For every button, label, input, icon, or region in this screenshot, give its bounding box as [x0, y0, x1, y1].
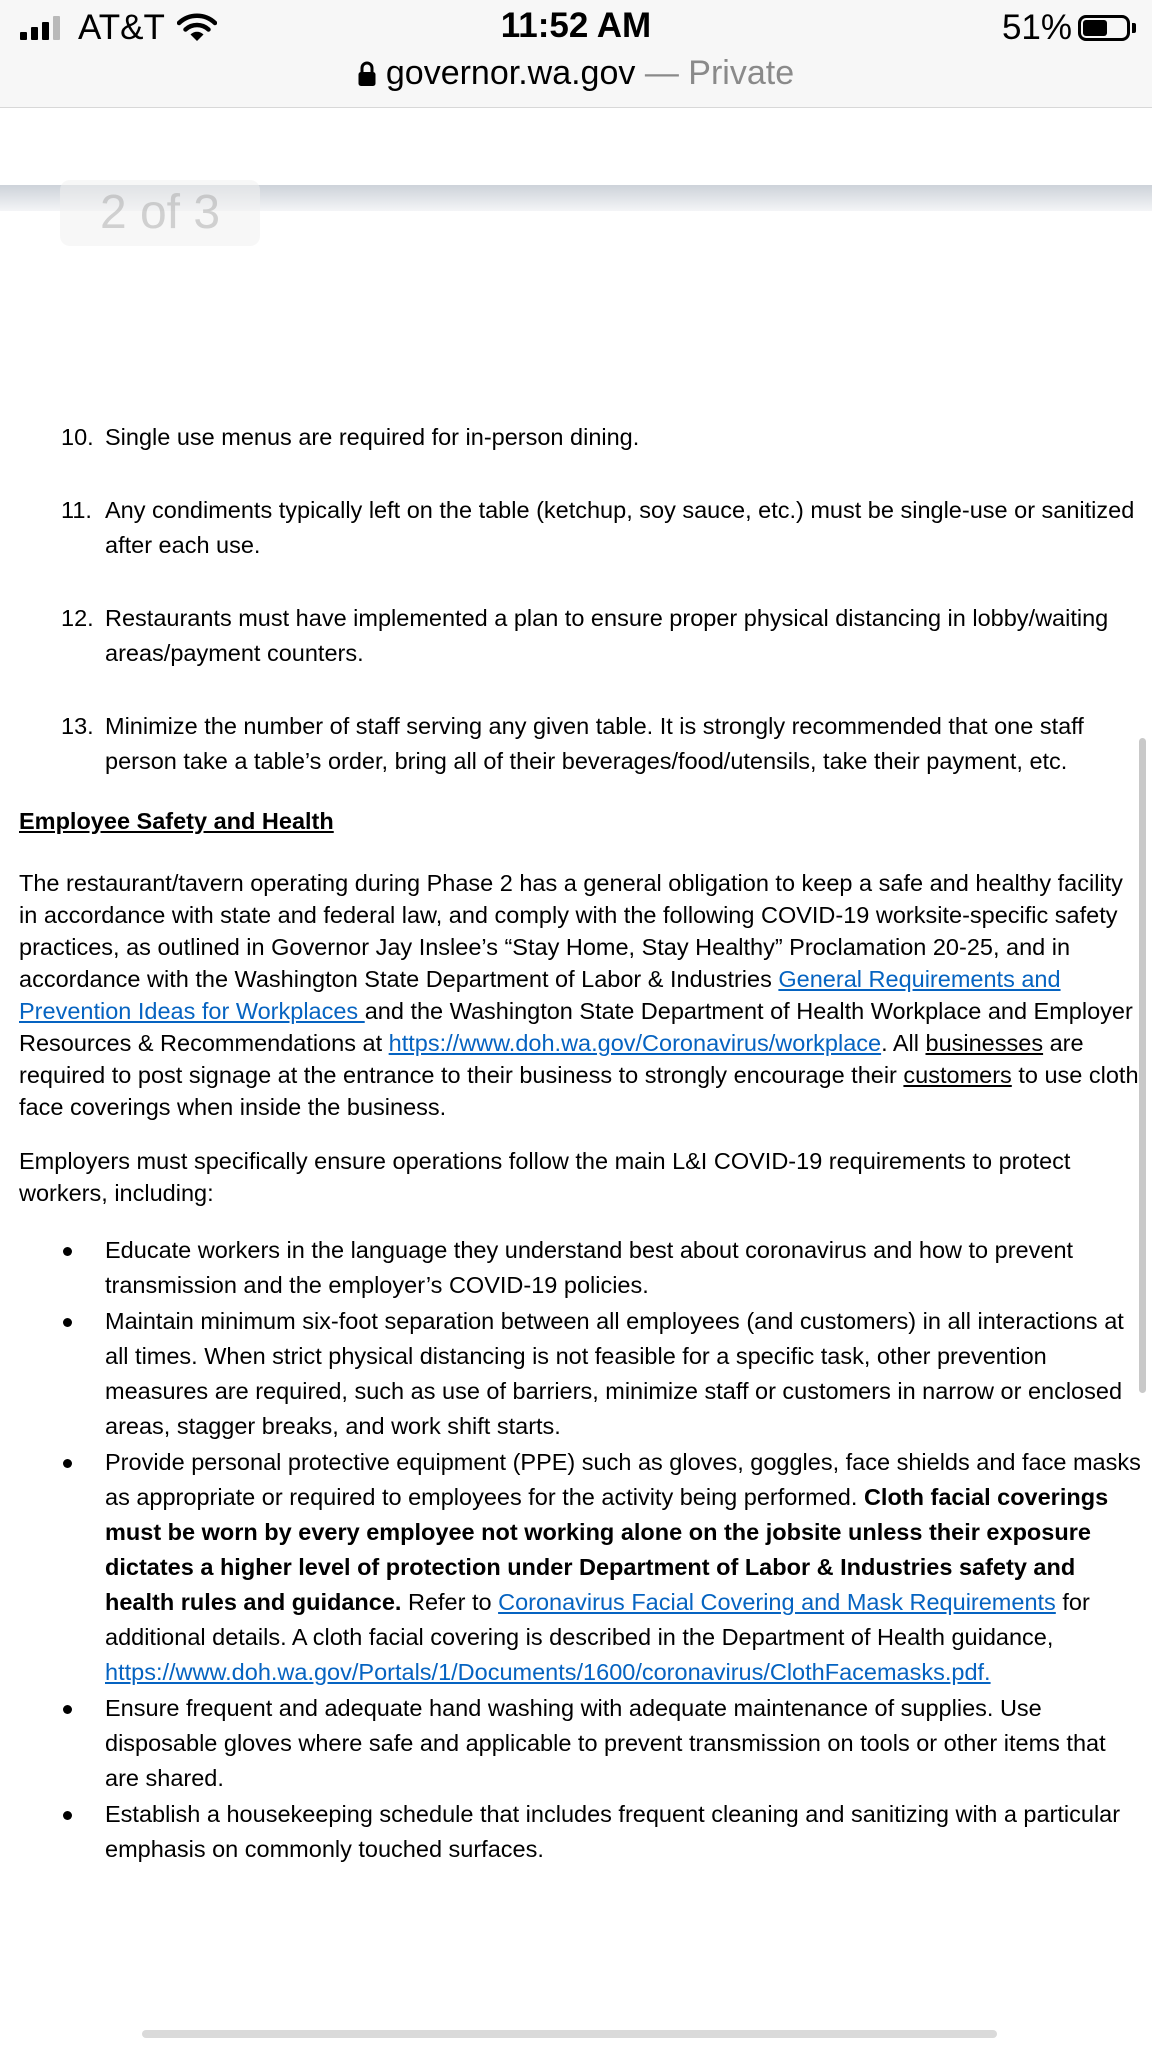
lock-icon: [358, 61, 376, 87]
mask-requirements-link[interactable]: Coronavirus Facial Covering and Mask Requirements: [498, 1589, 1056, 1615]
list-item-text: Single use menus are required for in-person dining.: [105, 424, 640, 450]
bullet-item: [19, 1445, 1141, 1690]
bullet-text: Ensure frequent and adequate hand washing with adequate maintenance of supplies. Use disposable gloves where safe and applicable to prevent transmission on tools or other items that are shared.: [105, 1695, 1106, 1791]
bullet-item: [19, 1691, 1141, 1796]
para-text: The restaurant/tavern operating during Phase 2 has a general obligation to keep a safe and healthy facility in accordance with state and federal law, and comply with the following COVID-19 worksite-specific safety practices, as outlined in Governor Jay Inslee’s “Stay Home, Stay Healthy” Proclamation 20-25, and in accordance with the Washington State Department of Labor & Industries: [19, 870, 1123, 992]
list-item: [19, 420, 1141, 455]
para-text: . All: [881, 1030, 926, 1056]
carrier-name: AT&T: [78, 8, 165, 47]
bullet-item: [19, 1233, 1141, 1303]
bullet-dot-icon: [63, 1705, 72, 1714]
bullet-text: Educate workers in the language they understand best about coronavirus and how to prevent transmission and the employer’s COVID-19 policies.: [105, 1237, 1074, 1298]
bullet-text: Provide personal protective equipment (PPE) such as gloves, goggles, face shields and face masks as appropriate or required to employees for the activity being performed.: [105, 1449, 1141, 1510]
general-requirements-link[interactable]: General Requirements and Prevention Ideas for Workplaces: [19, 966, 1061, 1024]
list-item-text: Restaurants must have implemented a plan to ensure proper physical distancing in lobby/waiting areas/payment counters.: [105, 605, 1109, 666]
para-text: and the Washington State Department of Health Workplace and Employer Resources & Recommendations at: [19, 998, 1133, 1056]
browser-chrome: [0, 0, 1152, 108]
url-domain: governor.wa.gov: [385, 54, 636, 92]
url-separator: —: [635, 54, 689, 92]
vertical-scrollbar[interactable]: [1139, 738, 1146, 1393]
list-item-text: Any condiments typically left on the table (ketchup, soy sauce, etc.) must be single-use or sanitized after each use.: [105, 497, 1135, 558]
section-heading: Employee Safety and Health: [19, 808, 334, 834]
cloth-facemasks-pdf-link[interactable]: https://www.doh.wa.gov/Portals/1/Documents/1600/coronavirus/ClothFacemasks.pdf.: [105, 1659, 991, 1685]
status-carrier-group: [20, 8, 217, 48]
list-item-text: Minimize the number of staff serving any given table. It is strongly recommended that one staff person take a table’s order, bring all of their beverages/food/utensils, take their payment, etc.: [105, 713, 1084, 774]
bullet-dot-icon: [63, 1811, 72, 1820]
numbered-list: [19, 420, 1141, 779]
home-indicator[interactable]: [142, 2030, 997, 2038]
underlined-term: customers: [903, 1062, 1012, 1088]
para-text: are required to post signage at the entrance to their business to strongly encourage their: [19, 1030, 1084, 1088]
page-indicator: 2 of 3: [60, 180, 260, 246]
bullet-text: Refer to: [401, 1589, 499, 1615]
battery-percent: 51%: [1001, 8, 1072, 47]
para-text: to use cloth face coverings when inside the business.: [19, 1062, 1139, 1120]
list-item: [19, 709, 1141, 779]
bullet-item: [19, 1797, 1141, 1867]
list-number: 10.: [61, 424, 94, 450]
paragraph-obligations: [19, 867, 1141, 1123]
address-bar[interactable]: [0, 54, 1152, 93]
wifi-icon: [177, 13, 217, 43]
doh-workplace-link[interactable]: https://www.doh.wa.gov/Coronavirus/workplace: [388, 1030, 882, 1056]
bullet-list: [19, 1233, 1141, 1867]
bullet-text: Establish a housekeeping schedule that includes frequent cleaning and sanitizing with a particular emphasis on commonly touched surfaces.: [105, 1801, 1121, 1862]
list-item: [19, 493, 1141, 563]
list-number: 13.: [61, 713, 94, 739]
pdf-viewer-toolbar: [0, 108, 1152, 185]
list-item: [19, 601, 1141, 671]
status-time: 11:52 AM: [500, 6, 652, 45]
document-page: [19, 420, 1141, 1868]
underlined-term: businesses: [925, 1030, 1044, 1056]
list-number: 12.: [61, 605, 94, 631]
bullet-dot-icon: [63, 1459, 72, 1468]
private-mode-label: Private: [688, 54, 795, 92]
bullet-item: [19, 1304, 1141, 1444]
bullet-text: for additional details. A cloth facial covering is described in the Department of Health guidance,: [105, 1589, 1090, 1650]
paragraph-employers: Employers must specifically ensure operations follow the main L&I COVID-19 requirements to protect workers, including:: [19, 1148, 1071, 1206]
bullet-text: Maintain minimum six-foot separation between all employees (and customers) in all interactions at all times. When strict physical distancing is not feasible for a specific task, other prevention measures are required, such as use of barriers, minimize staff or customers in narrow or enclosed areas, stagger breaks, and work shift starts.: [105, 1308, 1124, 1439]
battery-icon: [1078, 15, 1130, 41]
bullet-dot-icon: [63, 1318, 72, 1327]
cellular-signal-icon: [20, 16, 64, 40]
status-battery-group: [1002, 8, 1136, 48]
bullet-dot-icon: [63, 1247, 72, 1256]
list-number: 11.: [61, 497, 92, 523]
bullet-bold-text: Cloth facial coverings must be worn by every employee not working alone on the jobsite unless their exposure dictates a higher level of protection under Department of Labor & Industries safety and health rules and guidance.: [105, 1484, 1109, 1615]
